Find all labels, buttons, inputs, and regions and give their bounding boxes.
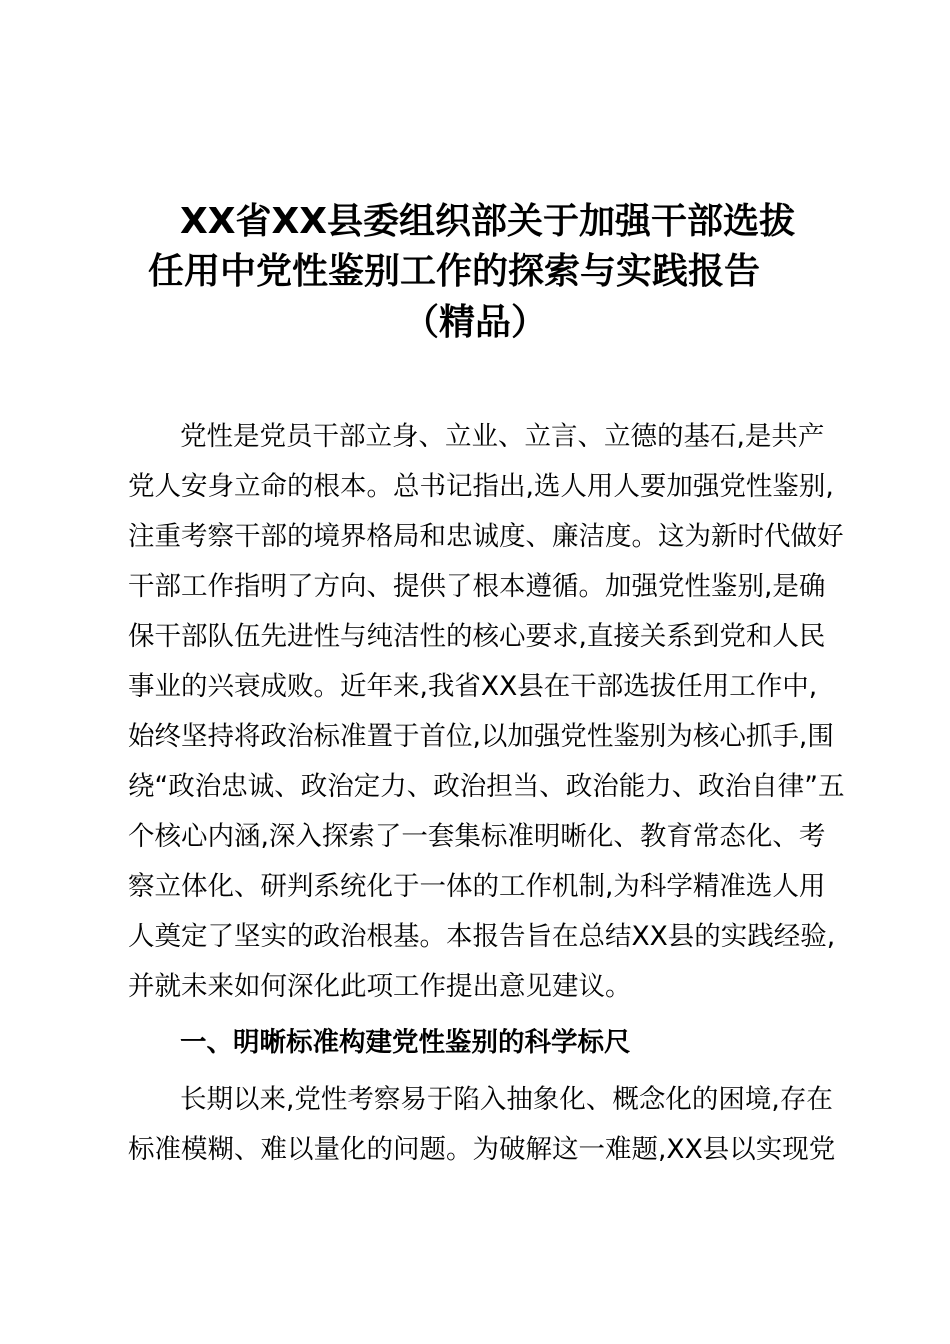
paragraph-line: 标准模糊、难以量化的问题。为破解这一难题,XX县以实现党 — [128, 1134, 836, 1165]
paragraph-line: 党性是党员干部立身、立业、立言、立德的基石,是共产 — [180, 421, 825, 452]
document-body — [128, 412, 845, 1175]
paragraph-line: 事业的兴衰成败。近年来,我省XX县在干部选拔任用工作中, — [128, 671, 818, 702]
paragraph-line: 人奠定了坚实的政治根基。本报告旨在总结XX县的实践经验, — [128, 921, 836, 952]
document-title-line-3: （精品） — [402, 302, 547, 343]
paragraph-line: 个核心内涵,深入探索了一套集标准明晰化、教育常态化、考 — [128, 821, 826, 852]
section-paragraph — [128, 1075, 836, 1175]
document-title-line-1: XX省XX县委组织部关于加强干部选拔 — [180, 201, 796, 242]
section-heading: 一、明晰标准构建党性鉴别的科学标尺 — [180, 1027, 631, 1058]
paragraph-line: 察立体化、研判系统化于一体的工作机制,为科学精准选人用 — [128, 871, 826, 902]
paragraph-line: 注重考察干部的境界格局和忠诚度、廉洁度。这为新时代做好 — [128, 521, 844, 552]
paragraph-line: 干部工作指明了方向、提供了根本遵循。加强党性鉴别,是确 — [128, 571, 826, 602]
intro-paragraph — [128, 412, 845, 1012]
paragraph-line: 长期以来,党性考察易于陷入抽象化、概念化的困境,存在 — [180, 1084, 833, 1115]
paragraph-line: 始终坚持将政治标准置于首位,以加强党性鉴别为核心抓手,围 — [128, 721, 834, 752]
paragraph-line: 党人安身立命的根本。总书记指出,选人用人要加强党性鉴别, — [128, 471, 834, 502]
paragraph-line: 保干部队伍先进性与纯洁性的核心要求,直接关系到党和人民 — [128, 621, 826, 652]
document-title-line-2: 任用中党性鉴别工作的探索与实践报告 — [148, 251, 761, 292]
paragraph-line: 并就未来如何深化此项工作提出意见建议。 — [128, 971, 632, 1002]
paragraph-line: 绕“政治忠诚、政治定力、政治担当、政治能力、政治自律”五 — [128, 771, 845, 802]
